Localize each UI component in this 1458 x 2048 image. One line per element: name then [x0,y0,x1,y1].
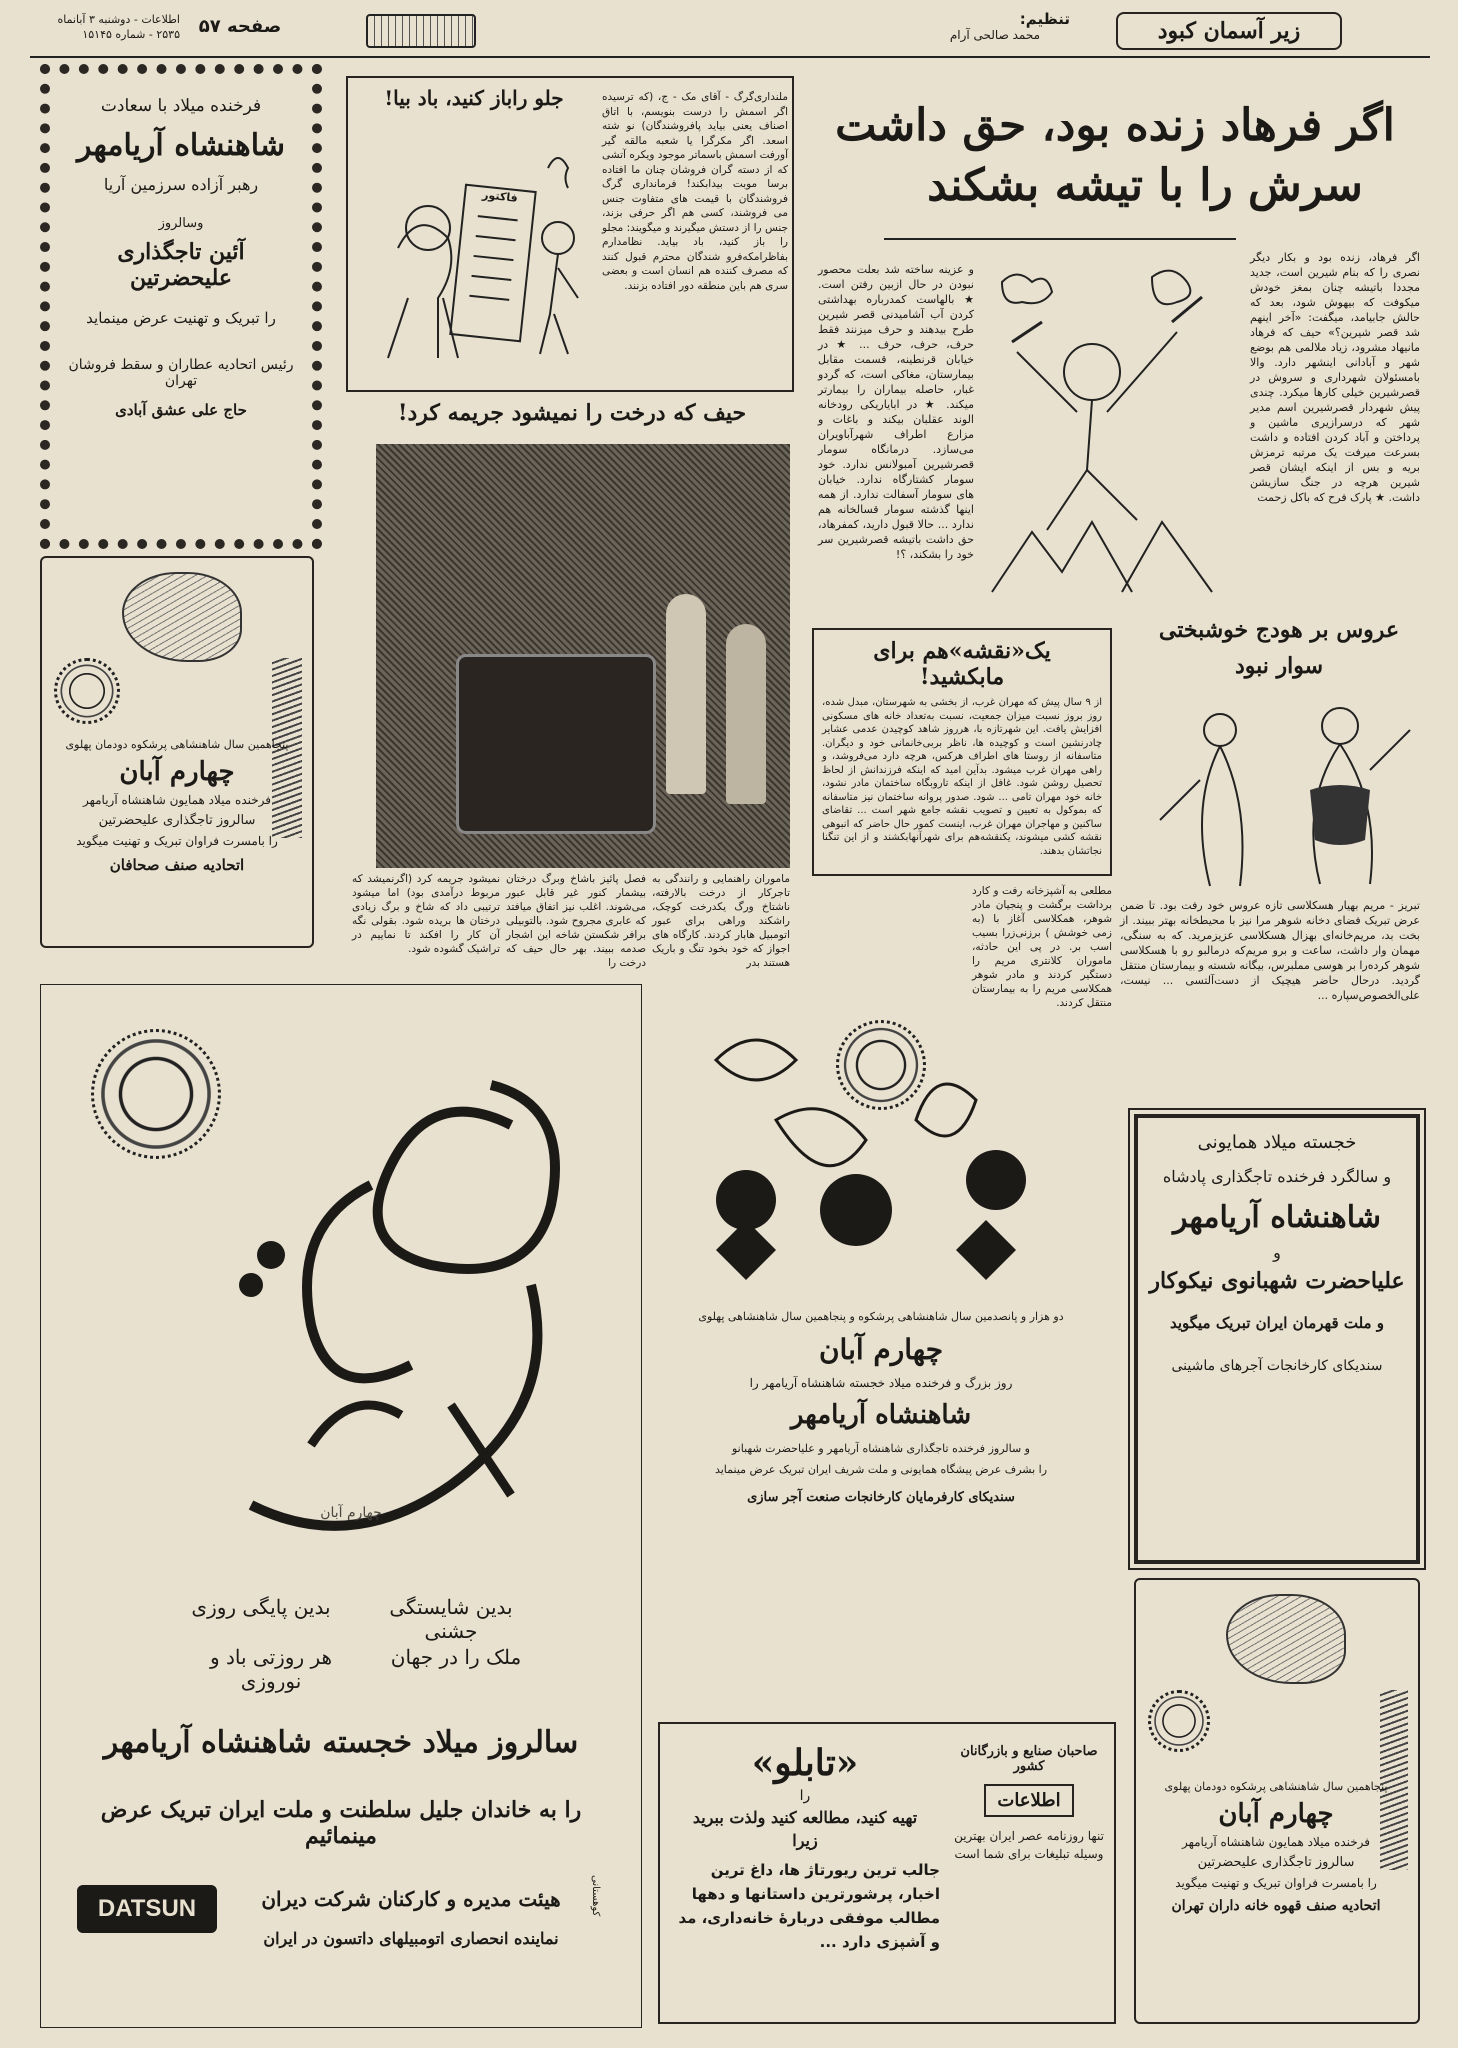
photo-figure-2 [726,624,766,804]
right-ad-line-5: علیاحضرت شهبانوی نیکوکار [1149,1268,1405,1294]
editor-name: محمد صالحی آرام [949,28,1040,42]
flower-ad-text [676,1310,1086,1505]
datsun-line-2: را به خاندان جلیل سلطنت و ملت ایران تبریک عرض مینمائیم [100,1797,582,1849]
headline-line-1: اگر فرهاد زنده بود، حق داشت [835,100,1395,151]
verse-left-2: ملک را در جهان [390,1645,522,1669]
datsun-logo: DATSUN [77,1885,217,1933]
ad-machine-brick [1134,1114,1420,1564]
right-ad-line-7: سندیکای کارخانجات آجرهای ماشینی [1171,1358,1383,1374]
flower-line-4: شاهنشاه آریامهر [790,1400,972,1430]
brick-emblem [836,1020,926,1110]
flower-line-5: و سالروز فرخنده تاجگذاری شاهنشاه آریامهر و علیاحضرت شهبانو [731,1442,1030,1455]
page-number: صفحه ۵۷ [198,16,282,37]
ad1-line-8: حاج علی عشق آبادی [115,401,247,419]
photo-caption-1: ماموران راهنمایی و رانندگی به تاجرکار از درخت بالارفته، ناشتاخ ورگ یکدرخت کوچک، راشکند وراهی برای عبور اتومبیل هابار کردند. کارگاه های اجواز که خود بخود تنگ و باریک هستند بدر [652,873,790,969]
ad1-line-4: وسالروز [158,216,204,231]
farhad-column-mid: و عزینه ساخته شد بعلت محصور نبودن در حال ازبین رفتن است. ★ بالهاست کمدرباره بهداشتی کردن آب آشامیدنی قصر شیرین طرح بیدهند و حرف میزنند فقط حرف، حرف، حرف ... ★ در خیابان قرنطینه، قسمت مقابل بیمارستان، مغاکی است، که گردو غبار، حاصله بیماران را بیمارتر میکند. ★ در ابایاریکی رودخانه الوند عقلبان بیکند و باغات و مزارع اطراف شهرآباویران می‌سازد. درمانگاه سومار قصرشیرین آمبولانس ندارد. خود سومار کشتارگاه ندارد. خیابان های سومار آسفالت ندارد. از همه اینها گذشته سومار قسالخانه هم ندارد ... حالا قبول دارید، کمفرهاد، حق داشت باتیشه قصرشیرین سر خود را بشکند، ؟! [818,263,974,561]
right-ad2-line-5: را بامسرت فراوان تبریک و تهنیت میگوید [1175,1876,1377,1890]
right-ad-line-1: خجسته میلاد همایونی [1197,1132,1357,1153]
bride-headline: عروس بر هودج خوشبختی سوار نبود [1158,617,1400,679]
right-ad2-line-3: فرخنده میلاد همایون شاهنشاه آریامهر [1181,1835,1371,1849]
designer-signature: کوهستانی [590,1875,601,1917]
ad2-line-4: سالروز تاجگذاری علیحضرتین [98,813,256,828]
ad-birthday-attar [40,64,322,549]
tabloid-logo: اطلاعات [984,1784,1074,1817]
farhad-sketch [972,262,1240,602]
ad2-line-6: اتحادیه صنف صحافان [109,856,245,874]
right-ad2-line-6: اتحادیه صنف قهوه خانه داران تهران [1171,1898,1381,1914]
datsun-line-4: نماینده انحصاری اتومبیلهای داتسون در ایران [263,1929,559,1948]
ad1-line-1: فرخنده میلاد با سعادت [100,96,262,116]
flower-line-2: چهارم آبان [818,1333,944,1366]
flower-line-6: را بشرف عرض پیشگاه همایونی و ملت شریف ایران تبریک عرض مینماید [714,1463,1048,1476]
headline-line-2: سرش را با تیشه بشکند [927,160,1363,211]
farhad-illustration [972,262,1240,602]
datsun-line-3: هیئت مدیره و کارکنان شرکت دیران [261,1887,561,1911]
cartoon-drawing [358,128,594,378]
tabloid-side-text: تنها روزنامه عصر ایران بهترین وسیله تبلیغات برای شما است [954,1829,1104,1861]
ad1-line-3: رهبر آزاده سرزمین آریا [103,175,259,194]
photo-caption-2: فصل پائیز باشاخ وبرگ درختان بیشمار کنور غیر قابل عبور می‌شوند. اغلب نیز اتفاق میافتد که عابری مجروح شود. بالتوبیلی برافر شکستن شاخه این اشجار صدمه ببیند. بهر حال حیف که درخت را [506,873,646,969]
issue-info-line-2: ۲۵۳۵ - شماره ۱۵۱۴۵ [82,28,180,41]
pahlavi-emblem-2 [1148,1690,1210,1752]
ad2-line-3: فرخنده میلاد همایون شاهنشاه آریامهر [82,793,272,807]
tabloid-sub-1: را [799,1788,811,1804]
right-ad2-line-1: پنجاهمین سال شاهنشاهی پرشکوه دودمان پهلوی [1164,1780,1388,1793]
datsun-calligraphy [191,1045,611,1565]
main-headline [810,96,1420,216]
headline-rule [884,238,1236,240]
header-bar [30,10,1430,54]
flower-line-1: دو هزار و پانصدمین سال شاهنشاهی پرشکوه و پنجاهمین سال شاهنشاهی پهلوی [698,1310,1064,1323]
photo-figure-1 [666,594,706,794]
photo-caption-3: نمیشود جریمه کرد (اگرنمیشد که مربوط درآمدی بود) اما میشود ترتیبی داد که شاخ و برگ زیادی درختان ها بریده شود. بقولی نگه آن کار را افکند تا نماییم در تراشیک گشوده شود. [352,873,500,955]
pahlavi-emblem [54,658,120,724]
ad1-line-2: شاهنشاه آریامهر [77,128,285,163]
ad2-text [52,738,302,874]
dove-illustration-2 [1226,1594,1346,1684]
ad-brickmakers [656,1000,1106,1640]
cartoon-sign-label: فاکتور [481,188,519,205]
masthead-logo [366,14,476,48]
verse-right-1: بدین پایگی روزی [191,1595,331,1619]
verse-right-2: هر روزتی باد و نوروزی [209,1645,333,1693]
ad1-line-7: رئیس اتحادیه عطاران و سقط فروشان تهران [68,357,294,389]
right-ad2-text [1146,1780,1406,1914]
ad-teahouse [1134,1578,1420,2024]
right-ad2-line-2: چهارم آبان [1218,1799,1334,1829]
bride-text: تبریز - مریم بهیار هسکلاسی تازه عروس خود رفت بود. تا ضمن عرض تبریک فضای دخانه شوهر مرا نیز با محیطخانه بهتر ببیند. از بخت بد، مریم‌خانه‌ای بهزال هسکلاسی عزیزمرید. که به سنگی، مهمان وار داشت، ساعت و برو مریم‌که درمالبو رو با هسکلاسی شوهر کرده‌را بر هوسی مملبرس، بیگانه شسته و بیمارستان منتقل گردید. درحال حاضر هیچیک از دست‌آلتسی ... نیست، علی‌الخصوص‌سپاره ... [1120,899,1420,1002]
right-ad-line-6: و ملت قهرمان ایران تبریک میگوید [1169,1314,1385,1332]
right-ad2-line-4: سالروز تاجگذاری علیحضرتین [1197,1855,1355,1870]
flower-line-7: سندیکای کارفرمایان کارخانجات صنعت آجر سازی [747,1490,1015,1505]
issue-info-line-1: اطلاعات - دوشنبه ۳ آبانماه [57,13,180,26]
tabloid-side [954,1744,1104,1863]
header-rule [30,56,1430,58]
street-photo [376,444,790,868]
cartoon-title: جلو راباز کنید، باد بیا! [384,86,564,110]
cartoon-box [346,76,794,392]
tabloid-sub-3: زیرا [792,1831,818,1850]
ad2-line-1: پنجاهمین سال شاهنشاهی پرشکوه دودمان پهلوی [65,738,289,751]
datsun-line-1: سالروز میلاد خجسته شاهنشاه آریامهر [103,1725,579,1760]
ad2-line-2: چهارم آبان [119,757,235,787]
editor-credit [870,10,1070,42]
ad-datsun [40,984,642,2028]
ad2-line-5: را بامسرت فراوان تبریک و تهنیت میگوید [76,834,278,848]
dove-illustration [122,572,242,662]
ad1-line-5: آئین تاجگذاری علیحضرتین [117,239,245,291]
section-title: زیر آسمان کبود [1116,12,1342,50]
verse-left-1: بدین شایستگی جشنی [389,1595,513,1643]
flower-line-3: روز بزرگ و فرخنده میلاد خجسته شاهنشاه آریامهر را [749,1376,1013,1390]
editor-label: تنظیم: [1019,10,1070,28]
naqshe-text: از ۹ سال پیش که مهران غرب، از بخشی به شهرستان، مبدل شده، روز بروز نسبت میزان جمعیت، نسبت به‌تعداد خانه های مسکونی افزایش یافت. این شهرتازه با، هرروز شاهد کوچیدن عدمی عشایر چادرنشین است و کوچیده ها، ناظر بربی‌خانمانی خود و دیگران. متاسفانه از روستا های اطراف هرکس، هرچه دارد می‌فروشد، و راهی مهران غرب میشود. بدآین امید که اینکه فرزندانش از لحاظ تحصیل روشن شود. غافل از اینکه تاروبگاه ساختمان مادر نشود، خانه خود مهران تامی ... شود. صدور پروانه ساختمان نیز متاسفانه که بموکول به تعیین و تصویب نقشه جامع شهر است ... تقاضای ساکنین و مهاجران مهران غرب، اینست کمور حال حاضر که انبوهی نقشه کشی میشوند، یکنقشه‌هم برای شهرآنهابکشند و از این تنگنا نجاتشان بدهند. [822,697,1102,857]
tabloid-main [670,1742,940,1954]
naqshe-title-1: یک«نقشه»هم برای [873,638,1051,664]
photo-headline: حیف که درخت را نمیشود جریمه کرد! [397,400,747,426]
ad-tabloid [658,1722,1116,2024]
calligraphy-art [191,1045,611,1565]
bride-illustration [1140,700,1420,896]
ad-fiftieth-bookbinders [40,556,314,948]
tabloid-side-title: صاحبان صنایع و بازرگانان کشور [960,1744,1098,1774]
ad1-line-6: را تبریک و تهنیت عرض مینماید [86,309,276,327]
farhad-column-right: اگر فرهاد، زنده بود و بکار دیگر نصری را که بنام شیرین است، جدید مجددا باتیشه چنان بمغز خودش میکوفت که بیهوش شود، بعد که حالش جابیامد، میگفت: «آخر اینهم شد قصر شیرین؟» حیف که فرهاد مانیهاد مشرود، زیاد ملالمی هم بوضع شهر و آبادانی اینشهر دارد. والا بامسئولان شهرداری و سروش در قصرشیرین خیلی کارها میکرد. چندی پیش شهردار قصرشیرین اسم مدیر شهر که درسرازیری ماشین و پرداختن و آباد کردن افتاده و داشت بسرعت میرفت یک مرتبه ترمزش بریه و بس از اینکه ایشان قصر شیرین هرچه در جنگ سازیشن داشت. ★ پارک فرح که باکل زحمت [1250,251,1420,504]
datsun-calligraphy-text: چهارم آبان [320,1505,382,1521]
naqshe-box [812,628,1112,876]
tabloid-title: «تابلو» [751,1742,859,1784]
right-ad-line-2: و سالگرد فرخنده تاجگذاری پادشاه [1162,1167,1392,1186]
bride-sketch [1140,700,1420,896]
issue-info [30,12,180,42]
cartoon-sketch [358,128,594,378]
tabloid-text: جالب ترین ریورتاژ ها، داغ ترین اخبار، پرشورترین داستانها و دهها مطالب موفقی دربارهٔ خانه‌داری، مد و آشپزی دارد ... [678,1861,940,1951]
photo-car [456,654,656,834]
cartoon-text: ملنداری‌گرگ - آقای مک - ج، (که ترسیده اگر اسمش را درست بنویسم، با اتاق اصناف یعنی بیاید پافروشندگان) نو شته اسعد. اگر مکرگرا یا شعبه مالقه گیر آورفت اسمش باسماتر موجود ویکره آتشی که از دسته گران فروشان چنان ما افتاده برسا موبت بیدا‌بکند! فرمانداری گرگ فروشندگان با قیمت های متفاوت جنس می فروشند، کسی هم اگر حرفی بزند، جنس را از دستش میگیرند و میگویند: مجلو را باز کنید، باد بیاید. نظامدارم بفاظرامکه‌فرو شندگان محترم قبول کنند که مصرف کننده هم انسان است و بعضی سری هم باین منطقه دور افتاده بزنند. [602,91,788,292]
naqshe-title-2: مابکشید! [919,664,1005,690]
right-ad-line-3: شاهنشاه آریامهر [1173,1200,1381,1235]
tabloid-sub-2: تهیه کنید، مطالعه کنید ولذت ببرید [692,1808,918,1827]
naqshe-continuation: مطلعی به آشپزخانه رفت و کارد برداشت برگشت و پنجیان مادر شوهر، همکلاسی آغاز با (به زمی خوشش ) برزنی‌زرا بسیب اسب بر. در پی این حادثه، ماموران کلانتری مریم را دستگیر کردند و مادر شوهر همکلاسی مریم را به بیمارستان منتقل کردند. [972,885,1112,1009]
right-ad-line-4: و [1273,1243,1281,1262]
